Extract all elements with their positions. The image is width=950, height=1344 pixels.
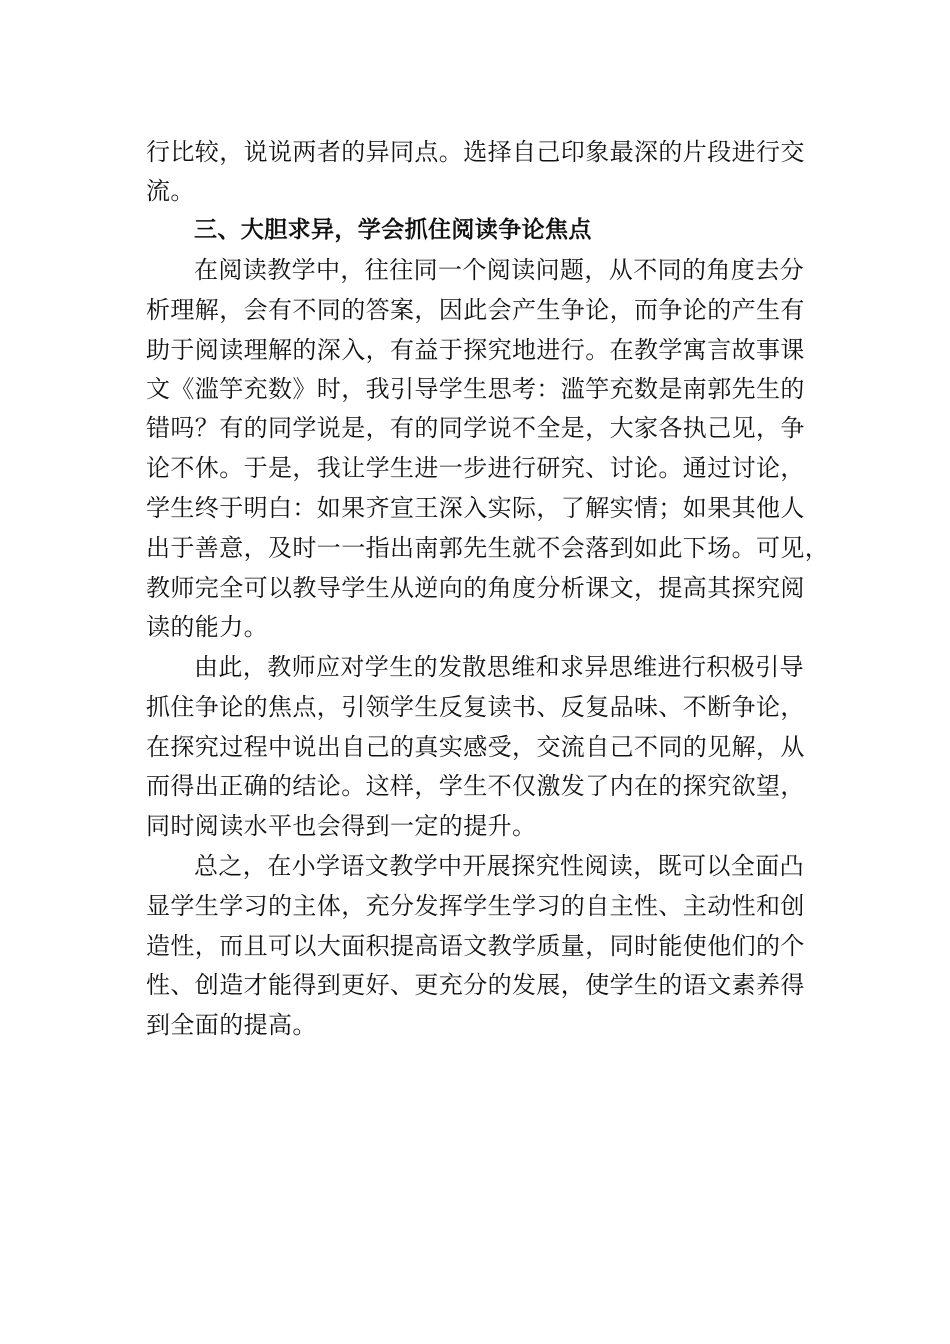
paragraph-line: 造性，而且可以大面积提高语文教学质量，同时能使他们的个 [146, 932, 805, 960]
paragraph-line: 总之，在小学语文教学中开展探究性阅读，既可以全面凸 [194, 852, 804, 880]
paragraph-line: 读的能力。 [146, 613, 268, 641]
paragraph-line: 论不休。于是，我让学生进一步进行研究、讨论。通过讨论， [146, 454, 805, 482]
paragraph-line: 流。 [146, 177, 195, 205]
paragraph-line: 抓住争论的焦点，引领学生反复读书、反复品味、不断争论， [146, 693, 805, 721]
paragraph-line: 同时阅读水平也会得到一定的提升。 [146, 812, 537, 840]
paragraph-line: 性、创造才能得到更好、更充分的发展，使学生的语文素养得 [146, 971, 805, 999]
paragraph-line: 显学生学习的主体，充分发挥学生学习的自主性、主动性和创 [146, 892, 805, 920]
paragraph-line: 出于善意，及时一一指出南郭先生就不会落到如此下场。可见， [146, 534, 830, 562]
paragraph-line: 在探究过程中说出自己的真实感受，交流自己不同的见解，从 [146, 733, 805, 761]
paragraph-line: 而得出正确的结论。这样，学生不仅激发了内在的探究欲望， [146, 772, 805, 800]
section-heading: 三、大胆求异，学会抓住阅读争论焦点 [194, 217, 592, 243]
paragraph-line: 教师完全可以教导学生从逆向的角度分析课文，提高其探究阅 [146, 574, 805, 602]
paragraph-line: 文《滥竽充数》时，我引导学生思考：滥竽充数是南郭先生的 [146, 375, 805, 403]
paragraph-line: 助于阅读理解的深入，有益于探究地进行。在教学寓言故事课 [146, 336, 805, 364]
paragraph-line: 析理解，会有不同的答案，因此会产生争论，而争论的产生有 [146, 296, 805, 324]
paragraph-line: 到全面的提高。 [146, 1011, 317, 1039]
paragraph-line: 行比较，说说两者的异同点。选择自己印象最深的片段进行交 [146, 138, 805, 166]
paragraph-line: 在阅读教学中，往往同一个阅读问题，从不同的角度去分 [194, 256, 804, 284]
paragraph-line: 学生终于明白：如果齐宣王深入实际，了解实情；如果其他人 [146, 494, 805, 522]
paragraph-line: 由此，教师应对学生的发散思维和求异思维进行积极引导 [194, 653, 804, 681]
paragraph-line: 错吗？有的同学说是，有的同学说不全是，大家各执己见，争 [146, 414, 805, 442]
